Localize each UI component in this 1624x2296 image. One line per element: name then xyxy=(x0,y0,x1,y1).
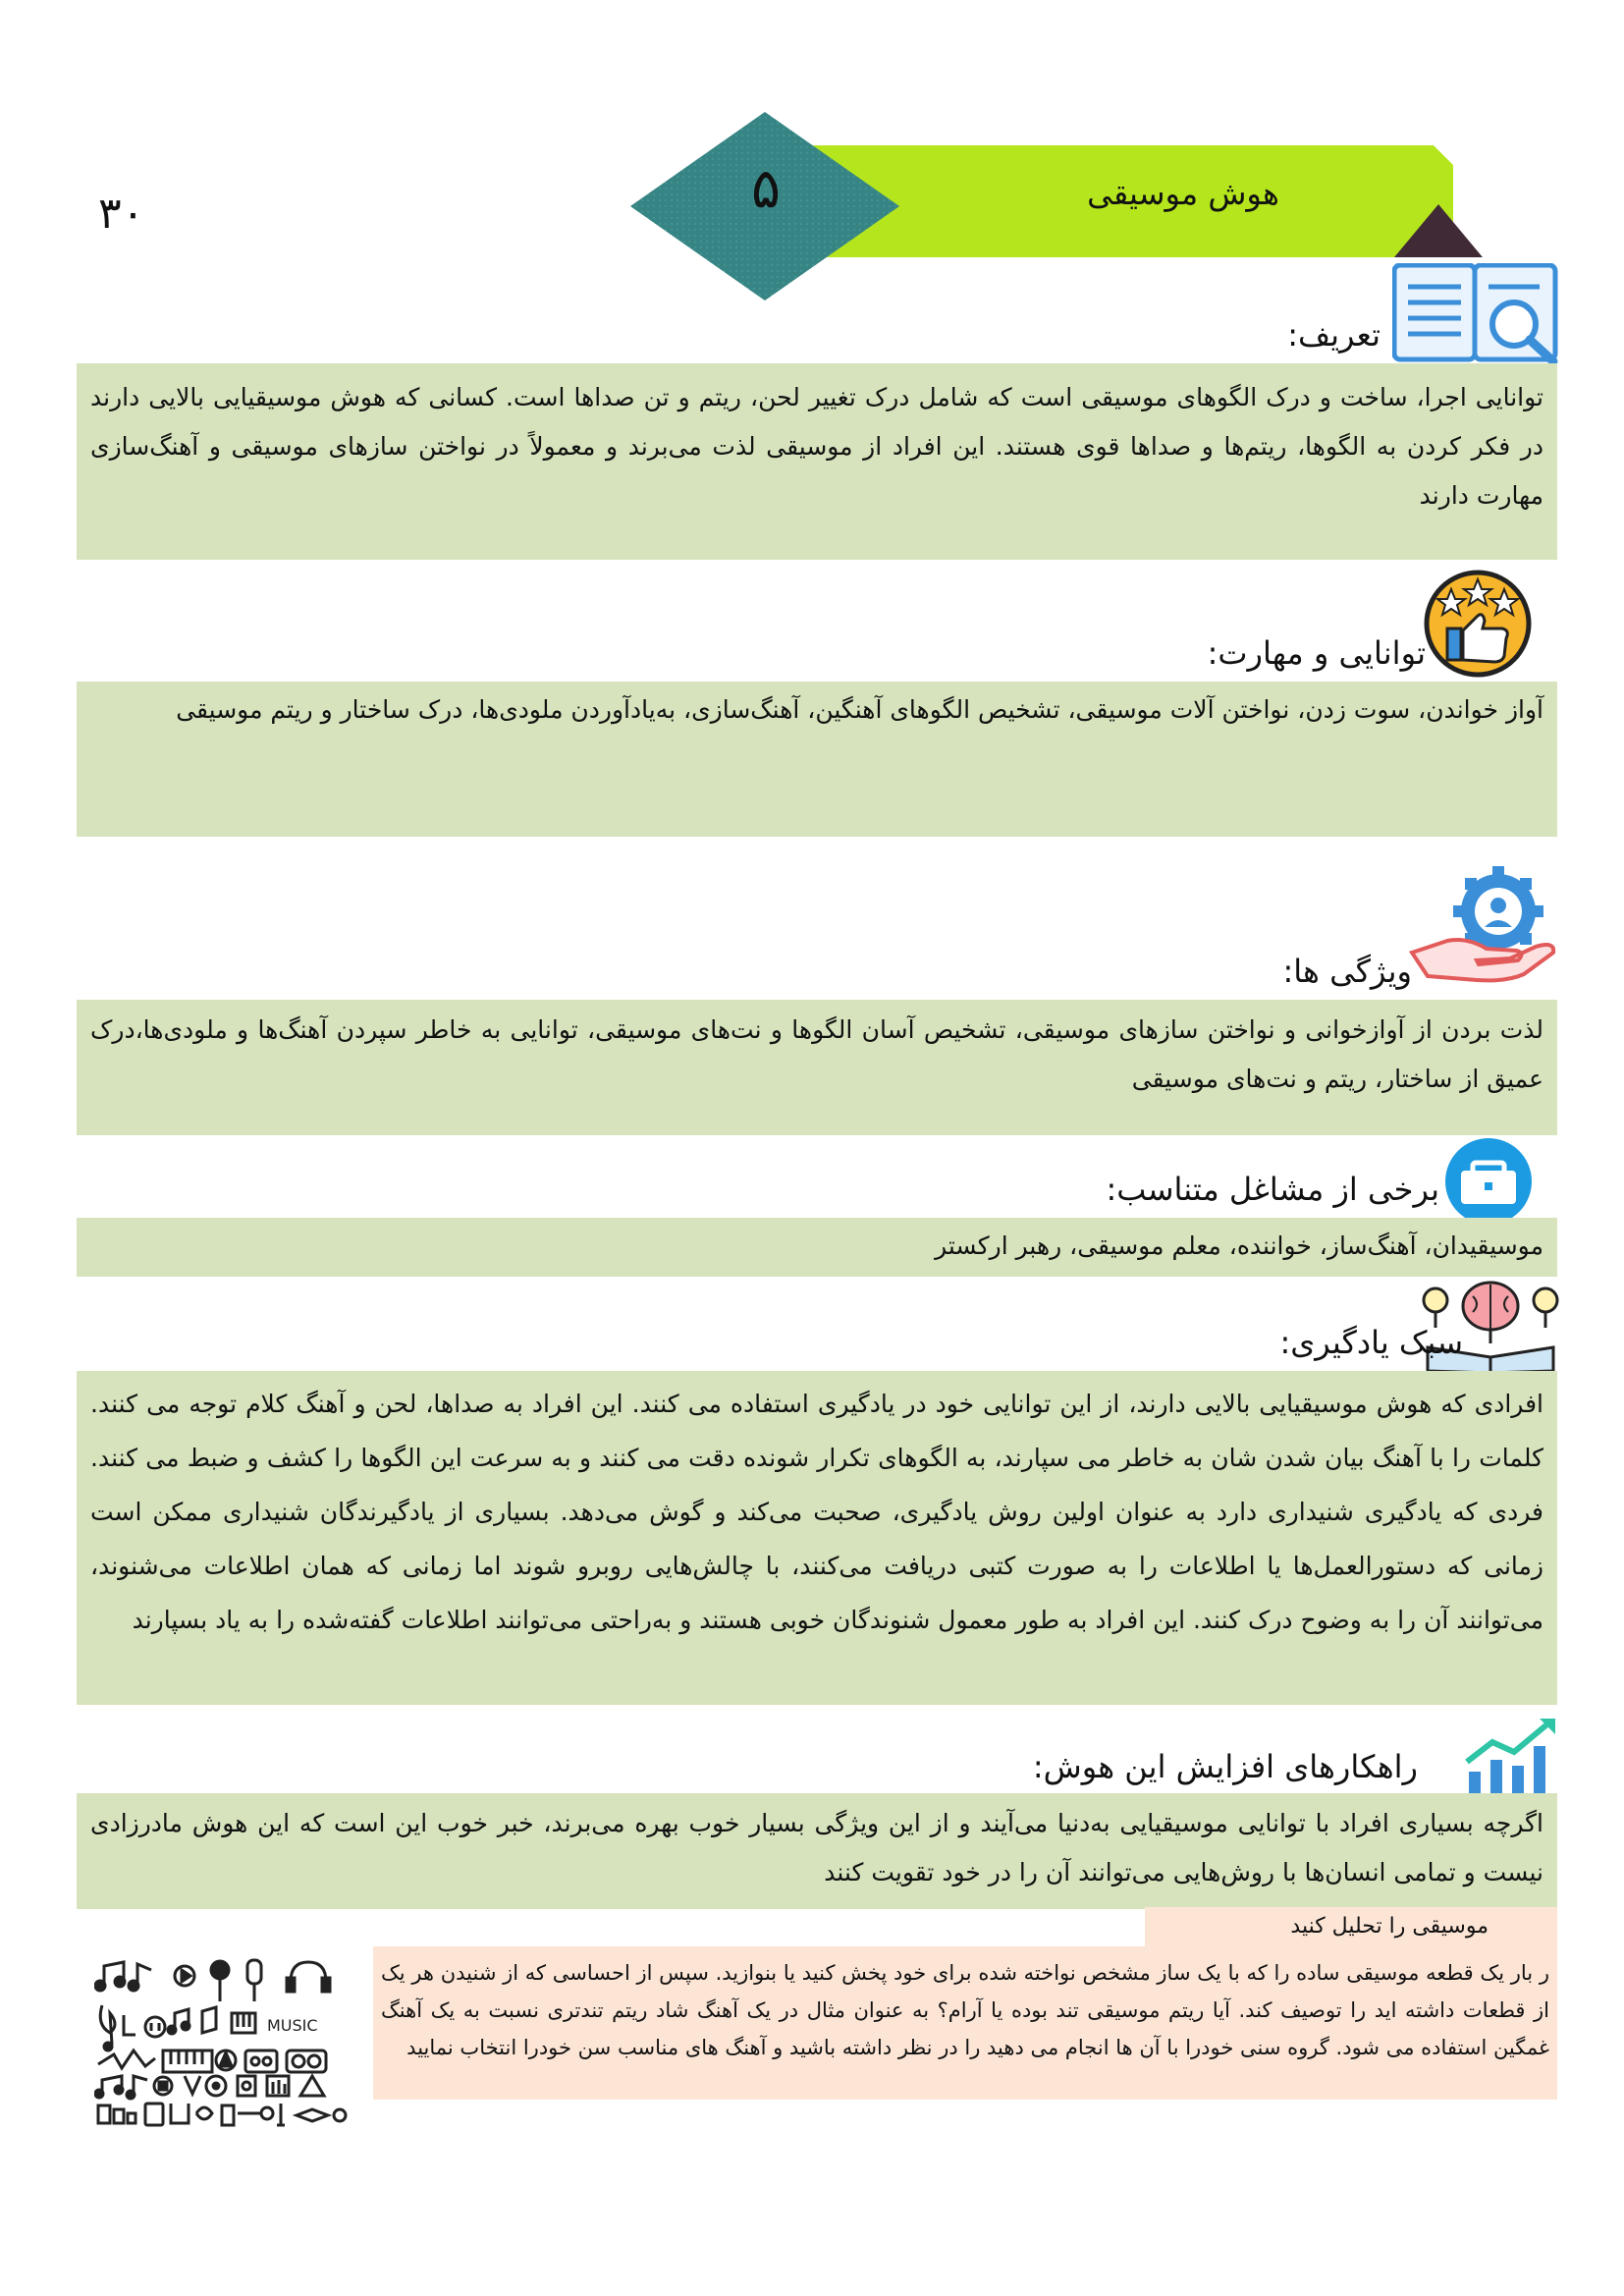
features-text: لذت بردن از آوازخوانی و نواختن سازهای موسیقی، تشخیص آسان الگوها و نت‌های موسیقی، توانایی به خاطر سپردن آهنگ‌ها و ملودی‌ها،درک عمیق از ساختار، ریتم و نت‌های موسیقی xyxy=(90,1015,1543,1093)
briefcase-icon xyxy=(1443,1137,1534,1226)
activity-text: ر بار یک قطعه موسیقی ساده را که با یک ساز مشخص نواخته شده برای خود پخش کنید یا بنوازید. سپس از احساسی که از شنیدن هر یک از قطعات داشته اید را توصیف کند. آیا ریتم موسیقی تند بوده یا آرام؟ به عنوان مثال در یک آهنگ شاد ریتم تندتری نسبت به یک آهنگ غمگین استفاده می شود. گروه سنی خودرا با آن ها انجام می دهید را در نظر داشته باشید و آهنگ های مناسب سن خودرا انتخاب نمایید xyxy=(381,1961,1549,2059)
definition-text: توانایی اجرا، ساخت و درک الگوهای موسیقی است که شامل درک تغییر لحن، ریتم و تن صداها است. کسانی که هوش موسیقیایی بالایی دارند در فکر کردن به الگوها، ریتم‌ها و صداها قوی هستند. این افراد از موسیقی لذت می‌برند و معمولاً در نواختن سازهای موسیقی و آهنگ‌سازی مهارت دارند xyxy=(90,383,1543,510)
growth-chart-icon xyxy=(1463,1717,1559,1801)
skills-text: آواز خواندن، سوت زدن، نواختن آلات موسیقی، تشخیص الگوهای آهنگین، آهنگ‌سازی، به‌یادآوردن ملودی‌ها، درک ساختار و ریتم موسیقی xyxy=(176,695,1543,724)
chapter-number: ۵ xyxy=(750,157,782,221)
jobs-text: موسیقیدان، آهنگ‌ساز، خواننده، معلم موسیقی، رهبر ارکستر xyxy=(935,1231,1543,1260)
book-magnifier-icon xyxy=(1392,263,1559,365)
skills-box xyxy=(77,682,1557,837)
music-doodle-text: MUSIC xyxy=(267,2016,318,2035)
strategies-heading: راهکارهای افزایش این هوش: xyxy=(1032,1748,1418,1785)
page-number: ۳۰ xyxy=(98,189,145,239)
strategies-text: اگرچه بسیاری افراد با توانایی موسیقیایی به‌دنیا می‌آیند و از این ویژگی بسیار خوب بهره می‌برند، خبر خوب این است که این هوش مادرزادی نیست و تمامی انسان‌ها با روش‌هایی می‌توانند آن را در خود تقویت کنند xyxy=(90,1809,1543,1886)
jobs-heading: برخی از مشاغل متناسب: xyxy=(1106,1171,1439,1208)
skills-heading: توانایی و مهارت: xyxy=(1207,634,1426,672)
thumbs-up-stars-icon xyxy=(1422,568,1534,680)
music-doodles-icon xyxy=(94,1956,359,2133)
learning-heading: سبک یادگیری: xyxy=(1279,1324,1463,1361)
activity-box xyxy=(373,1946,1557,2100)
hand-gear-icon xyxy=(1408,862,1569,984)
chapter-title: هوش موسیقی xyxy=(1087,175,1279,212)
definition-heading: تعریف: xyxy=(1287,316,1380,354)
learning-text: افرادی که هوش موسیقیایی بالایی دارند، از این توانایی خود در یادگیری استفاده می کنند. این افراد به صداها، لحن و آهنگ کلام توجه می کنند. کلمات را با آهنگ بیان شدن شان به خاطر می سپارند، به الگوهای تکرار شونده دقت می کنند و به سرعت این الگوها را کشف و ضبط می کنند. فردی که یادگیری شنیداری دارد به عنوان اولین روش یادگیری، صحبت می‌کند و گوش می‌دهد. بسیاری از یادگیرندگان شنیداری ممکن است زمانی که دستورالعمل‌ها یا اطلاعات را به صورت کتبی دریافت می‌کنند، با چالش‌هایی روبرو شوند اما زمانی که همان اطلاعات می‌شنوند، می‌توانند آن را به وضوح درک کنند. این افراد به طور معمول شنوندگان خوبی هستند و به‌راحتی می‌توانند اطلاعات گفته‌شده را به یاد بسپارند xyxy=(90,1390,1543,1634)
strategies-box xyxy=(77,1793,1557,1909)
activity-label: موسیقی را تحلیل کنید xyxy=(1145,1907,1557,1946)
features-box xyxy=(77,1000,1557,1135)
jobs-box xyxy=(77,1218,1557,1277)
learning-box xyxy=(77,1371,1557,1705)
features-heading: ویژگی ها: xyxy=(1282,953,1412,990)
definition-box xyxy=(77,363,1557,560)
